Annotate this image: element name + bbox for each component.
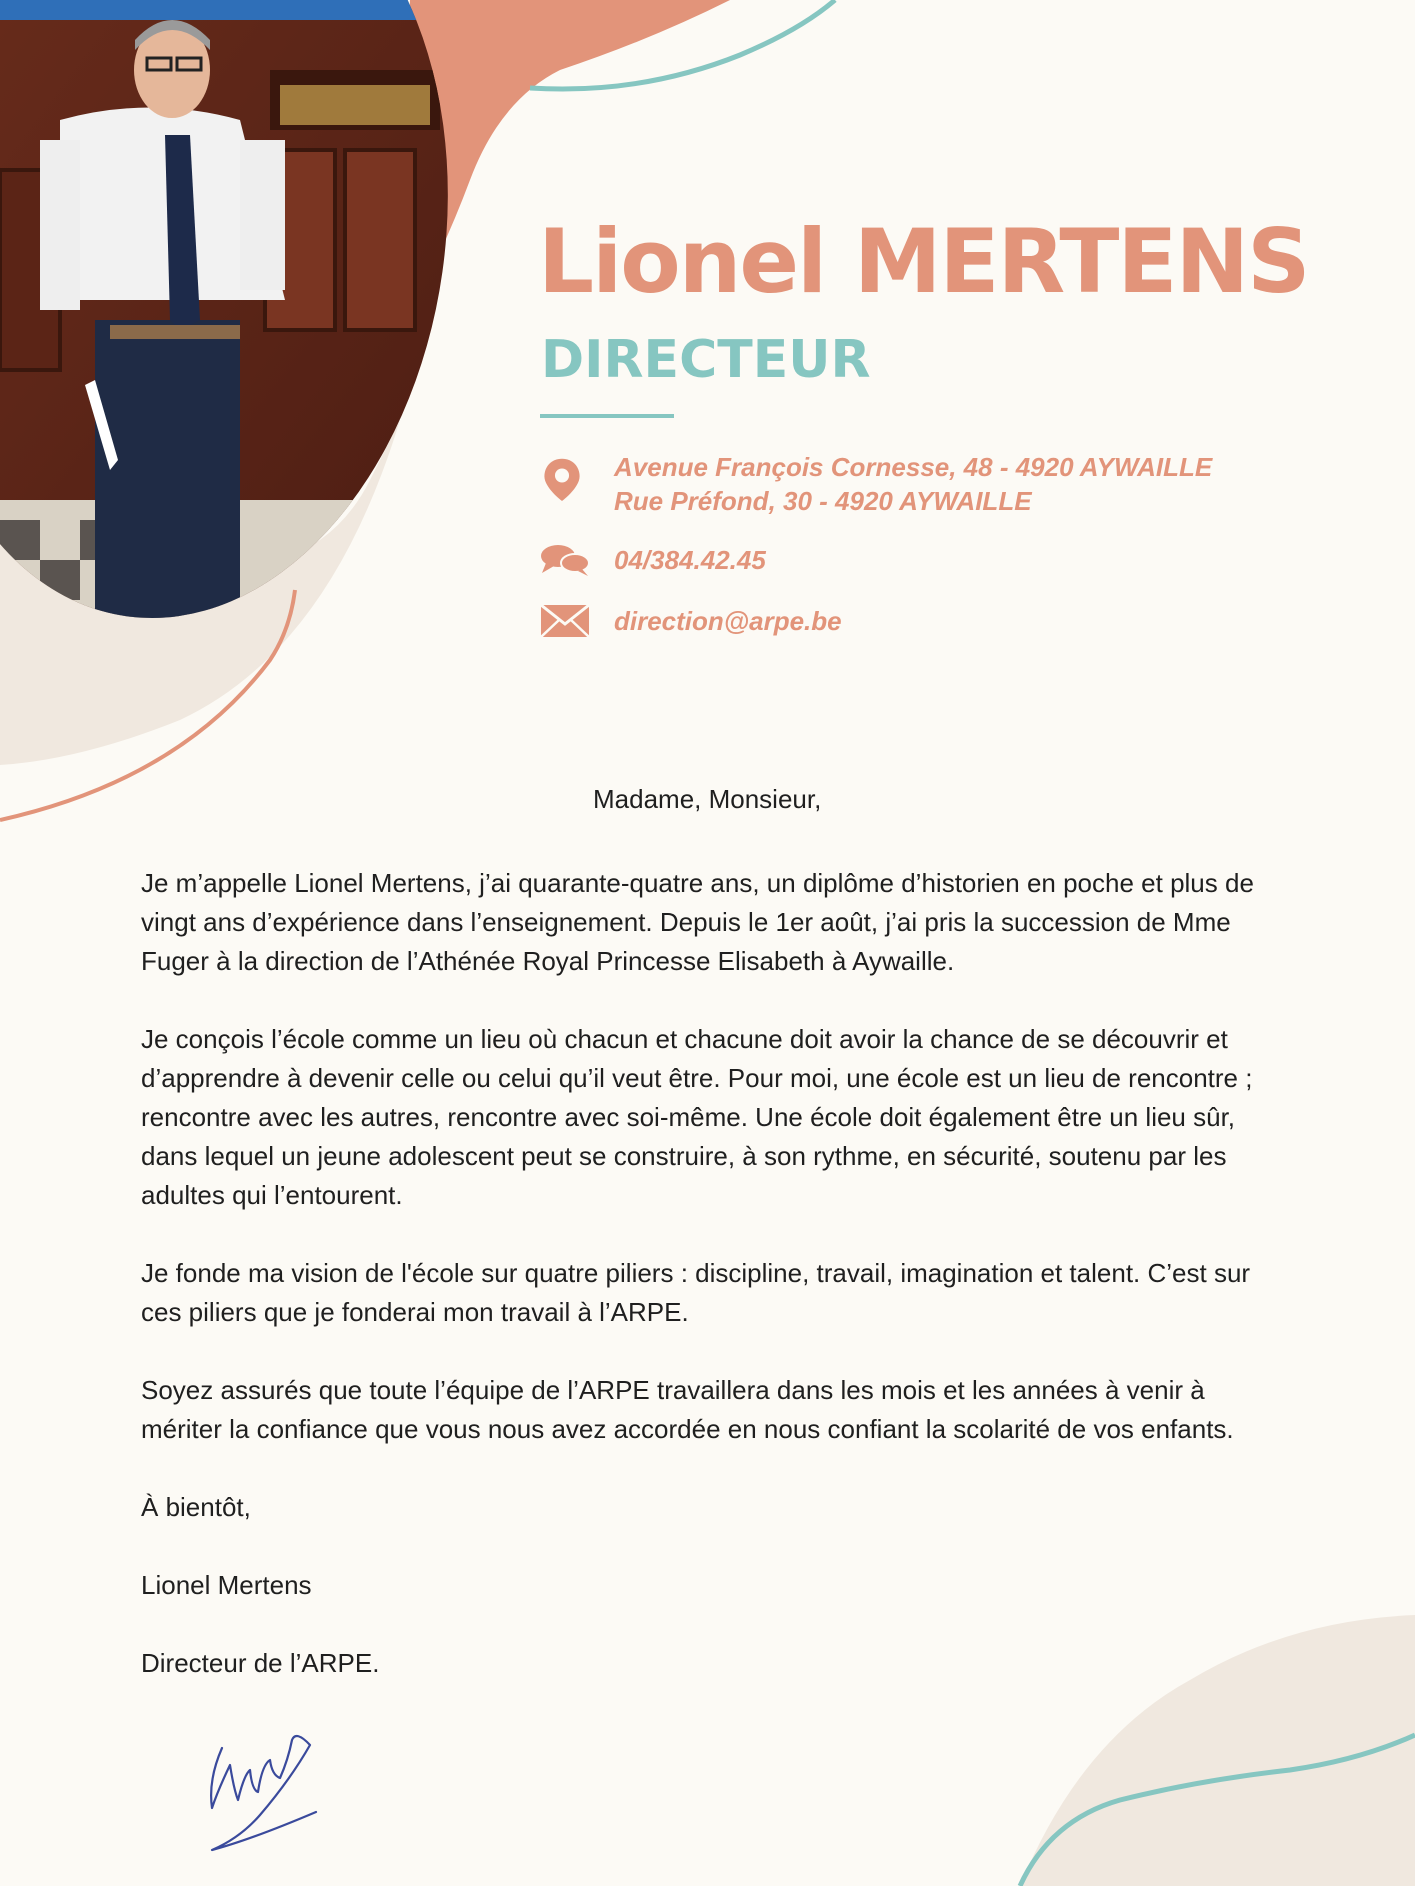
- letter-paragraph-3: Je fonde ma vision de l'école sur quatre piliers : discipline, travail, imagination et talent. C’est sur ces piliers que je fonderai mon travail à l’ARPE.: [141, 1258, 1251, 1327]
- contact-email: [540, 604, 842, 638]
- chat-bubbles-icon: [540, 543, 590, 577]
- letter-closing: À bientôt,: [141, 1492, 251, 1522]
- signature-name: Lionel Mertens: [141, 1570, 312, 1600]
- letter-paragraph-2: Je conçois l’école comme un lieu où chacun et chacune doit avoir la chance de se découvrir et d’apprendre à devenir celle ou celui qu’il veut être. Pour moi, une école est un lieu de rencontre ; rencontre avec les autres, rencontre avec soi-même. Une école doit également être un lieu sûr, dans lequel un jeune adolescent peut se construire, à son rythme, en sécurité, soutenu par les adultes qui l’entourent.: [141, 1024, 1253, 1210]
- letter-paragraph-4: Soyez assurés que toute l’équipe de l’ARPE travaillera dans les mois et les années à venir à mériter la confiance que vous nous avez accordée en nous confiant la scolarité de vos enfants.: [141, 1375, 1234, 1444]
- handwritten-signature: [200, 1720, 330, 1855]
- address-line-2: Rue Préfond, 30 - 4920 AYWAILLE: [614, 486, 1032, 516]
- address-line-1: Avenue François Cornesse, 48 - 4920 AYWAILLE: [614, 452, 1213, 482]
- title-divider: [540, 414, 674, 418]
- phone-number[interactable]: 04/384.42.45: [614, 545, 766, 575]
- envelope-icon: [540, 604, 590, 638]
- letter-paragraph-1: Je m’appelle Lionel Mertens, j’ai quarante-quatre ans, un diplôme d’historien en poche et plus de vingt ans d’expérience dans l’enseignement. Depuis le 1er août, j’ai pris la succession de Mme Fuger à la direction de l’Athénée Royal Princesse Elisabeth à Aywaille.: [141, 868, 1254, 976]
- contact-address: [540, 450, 1212, 518]
- portrait-photo: [0, 0, 460, 620]
- letter-greeting: Madame, Monsieur,: [593, 784, 822, 814]
- contact-phone: [540, 543, 766, 577]
- person-name: Lionel MERTENS: [538, 210, 1309, 313]
- job-title: DIRECTEUR: [541, 330, 871, 390]
- email-address[interactable]: direction@arpe.be: [614, 606, 842, 636]
- location-pin-icon: [540, 450, 584, 508]
- signature-role: Directeur de l’ARPE.: [141, 1648, 380, 1678]
